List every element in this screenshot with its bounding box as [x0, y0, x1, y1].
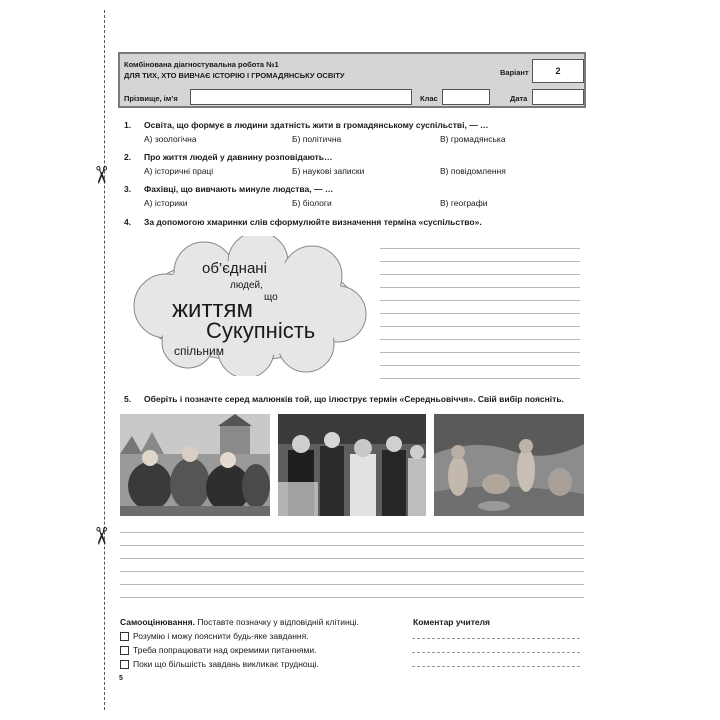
answer-option[interactable]: А) історичні праці	[144, 166, 214, 176]
scissors-icon: ✂	[87, 164, 115, 186]
question-text: Оберіть і позначте серед малюнків той, що ілюструє термін «Середньовіччя». Свій вибір поясніть.	[144, 394, 564, 404]
answer-option[interactable]: А) зоологічна	[144, 134, 197, 144]
answer-option[interactable]: В) повідомлення	[440, 166, 506, 176]
cloud-word: що	[264, 292, 278, 303]
question-text: Освіта, що формує в людини здатність жити в громадянському суспільстві, — …	[144, 120, 489, 130]
question-text: Про життя людей у давнину розповідають…	[144, 152, 333, 162]
cut-line	[104, 10, 105, 710]
cloud-word: спільним	[174, 344, 224, 358]
word-cloud	[128, 236, 368, 376]
header-title: Комбінована діагностувальна робота №1	[124, 60, 279, 69]
question-number: 5.	[124, 394, 132, 404]
medieval-procession-picture[interactable]	[120, 414, 270, 516]
cloud-word: Сукупність	[206, 318, 316, 343]
question-number: 1.	[124, 120, 132, 130]
answer-line[interactable]	[380, 300, 580, 301]
answer-line[interactable]	[380, 261, 580, 262]
prehistoric-people-picture[interactable]	[434, 414, 584, 516]
answer-line[interactable]	[120, 584, 584, 585]
answer-line[interactable]	[380, 378, 580, 379]
answer-option[interactable]: В) громадянська	[440, 134, 506, 144]
answer-option[interactable]: В) географи	[440, 198, 488, 208]
answer-line[interactable]	[380, 248, 580, 249]
self-assessment-title: Самооцінювання. Поставте позначку у відповідній клітинці.	[120, 617, 359, 627]
self-assessment-checkbox[interactable]	[120, 632, 129, 641]
answer-line[interactable]	[380, 326, 580, 327]
answer-line[interactable]	[380, 352, 580, 353]
question-text: За допомогою хмаринки слів сформулюйте визначення терміна «суспільство».	[144, 217, 482, 227]
answer-line[interactable]	[380, 339, 580, 340]
question-text: Фахівці, що вивчають минуле людства, — …	[144, 184, 334, 194]
date-label: Дата	[510, 94, 528, 103]
answer-line[interactable]	[380, 274, 580, 275]
class-field[interactable]	[442, 89, 490, 105]
cloud-word: людей,	[230, 280, 263, 291]
question-number: 3.	[124, 184, 132, 194]
scissors-icon: ✂	[87, 525, 115, 547]
self-assessment-option: Розумію і можу пояснити будь-яке завдання.	[133, 631, 309, 641]
worksheet-header	[118, 52, 586, 108]
answer-option[interactable]: Б) політична	[292, 134, 342, 144]
name-label: Прізвище, ім’я	[124, 94, 178, 103]
question-number: 4.	[124, 217, 132, 227]
answer-option[interactable]: А) історики	[144, 198, 188, 208]
question-number: 2.	[124, 152, 132, 162]
class-label: Клас	[420, 94, 438, 103]
variant-label: Варіант	[500, 68, 529, 77]
answer-line[interactable]	[120, 571, 584, 572]
cloud-word: життям	[172, 296, 253, 323]
answer-line[interactable]	[120, 545, 584, 546]
answer-option[interactable]: Б) наукові записки	[292, 166, 365, 176]
self-assessment-checkbox[interactable]	[120, 646, 129, 655]
variant-box: 2	[532, 59, 584, 83]
teacher-comment-line[interactable]	[412, 666, 580, 667]
early-20th-century-group-photo[interactable]	[278, 414, 426, 516]
header-subtitle: ДЛЯ ТИХ, ХТО ВИВЧАЄ ІСТОРІЮ І ГРОМАДЯНСЬКУ ОСВІТУ	[124, 71, 345, 80]
answer-line[interactable]	[120, 597, 584, 598]
answer-line[interactable]	[380, 313, 580, 314]
page-number: 5	[119, 675, 123, 682]
teacher-comment-title: Коментар учителя	[413, 617, 490, 627]
date-field[interactable]	[532, 89, 584, 105]
answer-option[interactable]: Б) біологи	[292, 198, 332, 208]
answer-line[interactable]	[120, 558, 584, 559]
answer-line[interactable]	[380, 365, 580, 366]
answer-line[interactable]	[120, 532, 584, 533]
cloud-word: об’єднані	[202, 260, 267, 277]
answer-line[interactable]	[380, 287, 580, 288]
teacher-comment-line[interactable]	[412, 652, 580, 653]
teacher-comment-line[interactable]	[412, 638, 580, 639]
name-field[interactable]	[190, 89, 412, 105]
self-assessment-option: Треба попрацювати над окремими питаннями.	[133, 645, 317, 655]
self-assessment-option: Поки що більшість завдань викликає труднощі.	[133, 659, 319, 669]
self-assessment-checkbox[interactable]	[120, 660, 129, 669]
